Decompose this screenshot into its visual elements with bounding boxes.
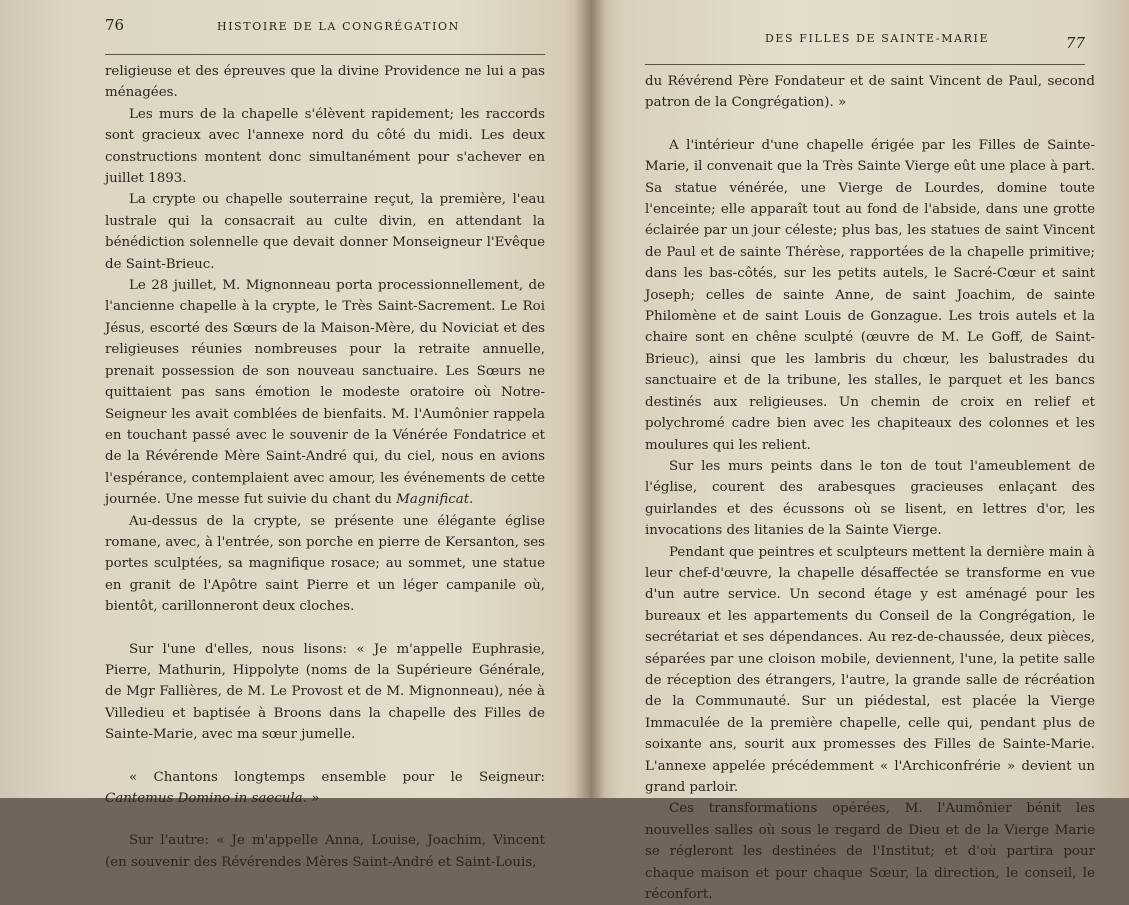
paragraph-text: Le 28 juillet, M. Mignonneau porta processionnellement, de l'ancienne chapelle à la crypte, le Très Saint-Sacrement. Le Roi Jésus, escorté des Sœurs de la Maison-Mère, du Noviciat et des religieuses réunies nombreuses pour la retraite annuelle, prenait possession de son nouveau sanctuaire. Les Sœurs ne quittaient pas sans émotion le modeste oratoire où Notre-Seigneur les avait comblées de bienfaits. M. l'Aumônier rappela en touchant passé avec le souvenir de la Vénérée Fondatrice et de la Révérende Mère Saint-André qui, du ciel, nous en avions l'espérance, contemplaient avec amour, les événements de cette journée. Une messe fut suivie du chant du	[105, 278, 545, 508]
right-running-head	[645, 24, 1085, 65]
right-running-title: DES FILLES DE SAINTE-MARIE	[765, 32, 990, 45]
right-page-body	[645, 71, 1095, 905]
paragraph: du Révérend Père Fondateur et de saint Vincent de Paul, second patron de la Congrégation). »	[645, 74, 1095, 111]
left-page-number: 76	[105, 16, 125, 34]
left-page-body	[105, 61, 545, 873]
left-running-title: HISTOIRE DE LA CONGRÉGATION	[217, 20, 460, 33]
paragraph: religieuse et des épreuves que la divine Providence ne lui a pas ménagées.	[105, 64, 545, 101]
paragraph: Sur l'autre: « Je m'appelle Anna, Louise, Joachim, Vincent (en souvenir des Révérendes Mères Saint-André et Saint-Louis,	[105, 833, 545, 870]
paragraph: A l'intérieur d'une chapelle érigée par les Filles de Sainte-Marie, il convenait que la Très Sainte Vierge eût une place à part. Sa statue vénérée, une Vierge de Lourdes, domine toute l'enceinte; elle apparaît tout au fond de l'abside, dans une grotte éclairée par un jour céleste; plus bas, les statues de saint Vincent de Paul et de sainte Thérèse, rapportées de la chapelle primitive; dans les bas-côtés, sur les petits autels, le Sacré-Cœur et saint Joseph; celles de sainte Anne, de saint Joachim, de sainte Philomène et de saint Louis de Gonzague. Les trois autels et la chaire sont en chêne sculpté (œuvre de M. Le Goff, de Saint-Brieuc), ainsi que les lambris du chœur, les balustrades du sanctuaire et de la tribune, les stalles, le parquet et les bancs destinés aux religieuses. Un chemin de croix en relief et polychromé cadre bien avec les chapiteaux des colonnes et les moulures qui les relient.	[645, 137, 1095, 453]
paragraph	[105, 275, 545, 510]
left-running-head	[105, 14, 545, 55]
right-page-number: 77	[1065, 34, 1085, 52]
paragraph: Sur l'une d'elles, nous lisons: « Je m'appelle Euphrasie, Pierre, Mathurin, Hippolyte (noms de la Supérieure Générale, de Mgr Fallières, de M. Le Provost et de M. Mignonneau), née à Villedieu et baptisée à Broons dans la chapelle des Filles de Sainte-Marie, avec ma sœur jumelle.	[105, 641, 545, 743]
paragraph: Au-dessus de la crypte, se présente une élégante église romane, avec, à l'entrée, son porche en pierre de Kersanton, ses portes sculptées, sa magnifique rosace; au sommet, une statue en granit de l'Apôtre saint Pierre et un léger campanile où, bientôt, carillonneront deux cloches.	[105, 513, 545, 615]
latin-text: Cantemus Domino in saecula. »	[105, 791, 320, 806]
paragraph: Pendant que peintres et sculpteurs mettent la dernière main à leur chef-d'œuvre, la chapelle désaffectée se transforme en vue d'un autre service. Un second étage y est aménagé pour les bureaux et les appartements du Conseil de la Congrégation, le secrétariat et ses dépendances. Au rez-de-chaussée, deux pièces, séparées par une cloison mobile, deviennent, l'une, la petite salle de réception des étrangers, l'autre, la grande salle de récréation de la Communauté. Sur un piédestal, est placée la Vierge Immaculée de la première chapelle, celle qui, pendant plus de soixante ans, sourit aux promesses des Filles de Sainte-Marie. L'annexe appelée précédemment « l'Archiconfrérie » devient un grand parloir.	[645, 544, 1095, 795]
paragraph: Les murs de la chapelle s'élèvent rapidement; les raccords sont gracieux avec l'annexe nord du côté du midi. Les deux constructions montent donc simultanément pour s'achever en juillet 1893.	[105, 106, 545, 187]
magnificat-text: Magnificat.	[396, 492, 474, 508]
paragraph: Sur les murs peints dans le ton de tout l'ameublement de l'église, courent des arabesques gracieuses enlaçant des guirlandes et des écussons où se lisent, en lettres d'or, les invocations des litanies de la Sainte Vierge.	[645, 458, 1095, 539]
paragraph: La crypte ou chapelle souterraine reçut, la première, l'eau lustrale qui la consacrait au culte divin, en attendant la bénédiction solennelle que devait donner Monseigneur l'Evêque de Saint-Brieuc.	[105, 192, 545, 272]
paragraph	[105, 767, 545, 810]
paragraph-text: « Chantons longtemps ensemble pour le Seigneur:	[129, 769, 545, 785]
paragraph: Ces transformations opérées, M. l'Aumônier bénit les nouvelles salles où sous le regard de Dieu et de la Vierge Marie se régleront les destinées de l'Institut; et d'où partira pour chaque maison et pour chaque Sœur, la direction, le conseil, le réconfort.	[645, 801, 1095, 903]
right-page	[600, 0, 1129, 903]
